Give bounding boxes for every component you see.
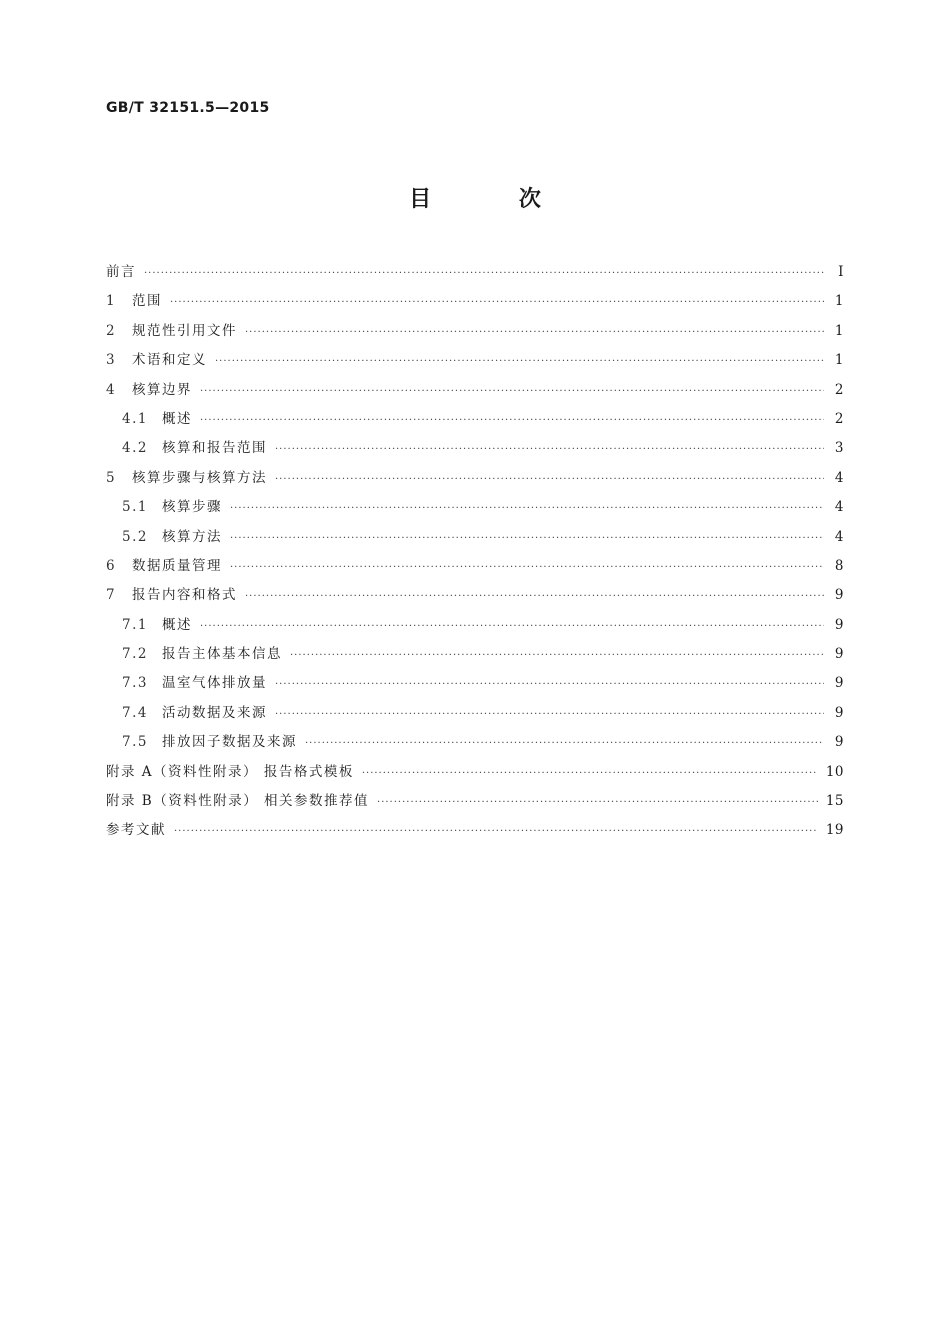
toc-entry-number: 4.1	[122, 410, 148, 427]
toc-entry-number: 7.1	[122, 616, 148, 633]
toc-entry-page: 2	[834, 381, 844, 398]
toc-dot-leader	[275, 435, 824, 464]
document-code: GB/T 32151.5—2015	[106, 100, 270, 116]
toc-dot-leader	[230, 494, 824, 523]
toc-entry[interactable]	[106, 611, 844, 640]
toc-entry-label: 核算方法	[162, 528, 222, 545]
toc-entry-page: 9	[834, 587, 844, 604]
toc-entry-page: 19	[825, 822, 844, 839]
toc-dot-leader	[305, 729, 824, 758]
toc-dot-leader	[174, 817, 818, 846]
toc-entry-page: 9	[834, 704, 844, 721]
toc-entry-number: 7	[106, 587, 117, 604]
toc-entry-label: 前言	[106, 264, 136, 280]
toc-entry-number: 7.3	[122, 675, 148, 692]
toc-entry-page: 10	[825, 763, 844, 780]
toc-entry[interactable]	[106, 523, 844, 552]
toc-entry[interactable]	[106, 552, 844, 581]
toc-entry-page: 9	[834, 646, 844, 663]
toc-entry-page: 4	[834, 469, 844, 486]
toc-entry-number: 5.2	[122, 528, 148, 545]
toc-entry[interactable]	[106, 376, 844, 405]
toc-dot-leader	[144, 259, 824, 288]
toc-entry-label: 术语和定义	[132, 352, 207, 369]
toc-entry-number: 4	[106, 381, 117, 398]
toc-entry[interactable]	[106, 346, 844, 375]
toc-entry-page: 4	[834, 499, 844, 516]
toc-entry[interactable]	[106, 787, 844, 816]
toc-entry-page: 9	[834, 675, 844, 692]
toc-dot-leader	[200, 406, 824, 435]
toc-entry-number: 7.4	[122, 704, 148, 721]
toc-dot-leader	[215, 347, 824, 376]
toc-entry-label: 核算步骤	[162, 499, 222, 516]
toc-entry-label: 温室气体排放量	[162, 675, 267, 692]
toc-entry[interactable]	[106, 669, 844, 698]
toc-entry[interactable]	[106, 581, 844, 610]
toc-entry[interactable]	[106, 405, 844, 434]
toc-entry-number: 5.1	[122, 499, 148, 516]
toc-dot-leader	[377, 788, 818, 817]
toc-entry-number: 4.2	[122, 440, 148, 457]
toc-entry-page: 1	[834, 322, 844, 339]
toc-entry-number: 2	[106, 322, 117, 339]
toc-entry-label: 概述	[162, 616, 192, 633]
toc-entry-page: 1	[834, 293, 844, 310]
toc-entry-label: 范围	[132, 293, 162, 310]
toc-entry-label: 数据质量管理	[132, 557, 222, 574]
toc-entry-page: 4	[834, 528, 844, 545]
toc-entry-page: 1	[834, 352, 844, 369]
toc-dot-leader	[275, 465, 824, 494]
toc-entry-page: I	[838, 264, 844, 280]
toc-title: 目 次	[409, 187, 581, 212]
toc-entry-label: 规范性引用文件	[132, 322, 237, 339]
toc-entry-number: 7.5	[122, 734, 148, 751]
toc-dot-leader	[275, 700, 824, 729]
toc-entry[interactable]	[106, 434, 844, 463]
toc-entry-label: 核算边界	[132, 381, 192, 398]
table-of-contents	[106, 258, 844, 846]
toc-entry-number: 6	[106, 557, 117, 574]
toc-entry-label: 附录 A（资料性附录） 报告格式模板	[106, 763, 354, 780]
toc-entry-number: 7.2	[122, 646, 148, 663]
toc-entry[interactable]	[106, 317, 844, 346]
toc-entry-label: 核算和报告范围	[162, 440, 267, 457]
toc-entry-number: 3	[106, 352, 117, 369]
toc-entry[interactable]	[106, 640, 844, 669]
toc-dot-leader	[170, 288, 824, 317]
toc-dot-leader	[362, 759, 818, 788]
toc-entry-page: 9	[834, 616, 844, 633]
toc-entry-number: 1	[106, 293, 117, 310]
toc-entry-label: 核算步骤与核算方法	[132, 469, 267, 486]
toc-entry[interactable]	[106, 258, 844, 287]
toc-entry-label: 报告内容和格式	[132, 587, 237, 604]
toc-entry-page: 8	[834, 557, 844, 574]
toc-dot-leader	[230, 553, 824, 582]
toc-entry-number: 5	[106, 469, 117, 486]
toc-entry-label: 概述	[162, 410, 192, 427]
toc-entry[interactable]	[106, 758, 844, 787]
toc-entry[interactable]	[106, 493, 844, 522]
toc-entry[interactable]	[106, 816, 844, 845]
toc-dot-leader	[200, 612, 824, 641]
toc-entry[interactable]	[106, 287, 844, 316]
toc-dot-leader	[245, 582, 824, 611]
toc-dot-leader	[230, 524, 824, 553]
toc-dot-leader	[200, 377, 824, 406]
toc-entry-label: 附录 B（资料性附录） 相关参数推荐值	[106, 793, 370, 810]
toc-entry-page: 15	[825, 793, 844, 810]
toc-entry-label: 活动数据及来源	[162, 704, 267, 721]
toc-entry[interactable]	[106, 464, 844, 493]
toc-dot-leader	[290, 641, 824, 670]
toc-entry-page: 2	[834, 410, 844, 427]
toc-entry-label: 排放因子数据及来源	[162, 734, 297, 751]
toc-dot-leader	[275, 670, 824, 699]
toc-entry-label: 报告主体基本信息	[162, 646, 282, 663]
toc-entry-page: 9	[834, 734, 844, 751]
toc-entry[interactable]	[106, 699, 844, 728]
toc-entry-page: 3	[834, 440, 844, 457]
toc-entry[interactable]	[106, 728, 844, 757]
toc-entry-label: 参考文献	[106, 822, 166, 839]
toc-dot-leader	[245, 318, 824, 347]
